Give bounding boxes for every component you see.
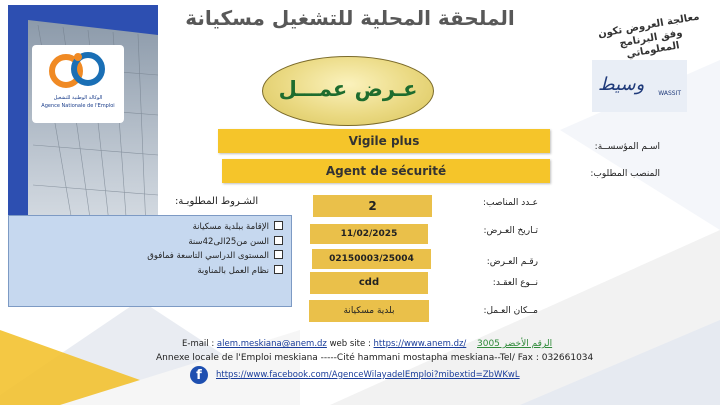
wassit-logo	[592, 60, 687, 112]
offer-number-value: 02150003/25004	[312, 249, 431, 269]
conditions-list	[147, 220, 283, 278]
position-value: Agent de sécurité	[222, 159, 550, 183]
facebook-link[interactable]: https://www.facebook.com/AgenceWilayadelEmploi?mibextid=ZbWKwL	[216, 370, 520, 380]
position-label: المنصب المطلوب:	[590, 169, 660, 179]
page-title: الملحقة المحلية للتشغيل مسكيانة	[185, 6, 515, 30]
facebook-link-wrapper	[216, 370, 520, 380]
job-offer-badge	[262, 56, 434, 126]
checkbox-icon	[274, 265, 283, 274]
condition-text: نظام العمل بالمناوبة	[197, 265, 269, 276]
checkbox-icon	[274, 250, 283, 259]
facebook-icon[interactable]: f	[190, 366, 208, 384]
email-link[interactable]: alem.meskiana@anem.dz	[216, 339, 327, 349]
condition-item	[147, 249, 283, 264]
conditions-box	[8, 215, 292, 307]
conditions-title: الشـروط المطلوبـة:	[175, 196, 259, 207]
anem-logo-arabic-name: الوكالة الوطنية للتشغيل	[53, 95, 103, 101]
condition-item	[147, 264, 283, 279]
anem-logo-mark	[46, 49, 110, 95]
contract-type-label: نــوع العقـد:	[492, 278, 538, 288]
offer-number-label: رقـم العـرض:	[486, 257, 538, 267]
wassit-logo-text: وسيط	[598, 74, 645, 95]
job-offer-badge-text: عـرض عمـــل	[278, 77, 418, 101]
anem-logo	[32, 45, 124, 123]
company-value: Vigile plus	[218, 129, 550, 153]
work-location-value: بلدية مسكيانة	[309, 300, 429, 322]
anem-logo-french-name: Agence Nationale de l'Emploi	[41, 103, 115, 109]
footer-contact-line	[182, 339, 466, 349]
offer-date-label: تـاريخ العـرض:	[483, 226, 538, 236]
checkbox-icon	[274, 221, 283, 230]
condition-text: المستوى الدراسي التاسعة فمافوق	[147, 251, 269, 261]
website-link[interactable]: https://www.anem.dz/	[373, 339, 467, 349]
contract-type-value: cdd	[310, 272, 428, 294]
company-label: اسـم المؤسســة:	[594, 142, 660, 152]
condition-text: السن من25الى42سنة	[188, 236, 269, 247]
positions-count-label: عـدد المناصب:	[482, 198, 538, 208]
green-number[interactable]: الرقم الأخضر 3005	[477, 339, 553, 349]
condition-item	[147, 235, 283, 250]
condition-text: الإقامة ببلدية مسكيانة	[192, 222, 269, 232]
positions-count-value: 2	[313, 195, 432, 217]
email-label: E-mail :	[182, 339, 215, 349]
condition-item	[147, 220, 283, 235]
work-location-label: مــكان العـمل:	[483, 306, 538, 316]
offer-date-value: 11/02/2025	[310, 224, 428, 244]
checkbox-icon	[274, 236, 283, 245]
wassit-logo-subtext: WASSIT	[658, 90, 681, 97]
footer-address: Annexe locale de l'Emploi meskiana -----Cité hammani mostapha meskiana--Tel/ Fax : 032661034	[156, 353, 594, 363]
website-label: web site :	[329, 339, 371, 349]
processing-note: معالجة العروض تكون وفق البرنامج المعلوماتي	[597, 11, 701, 61]
